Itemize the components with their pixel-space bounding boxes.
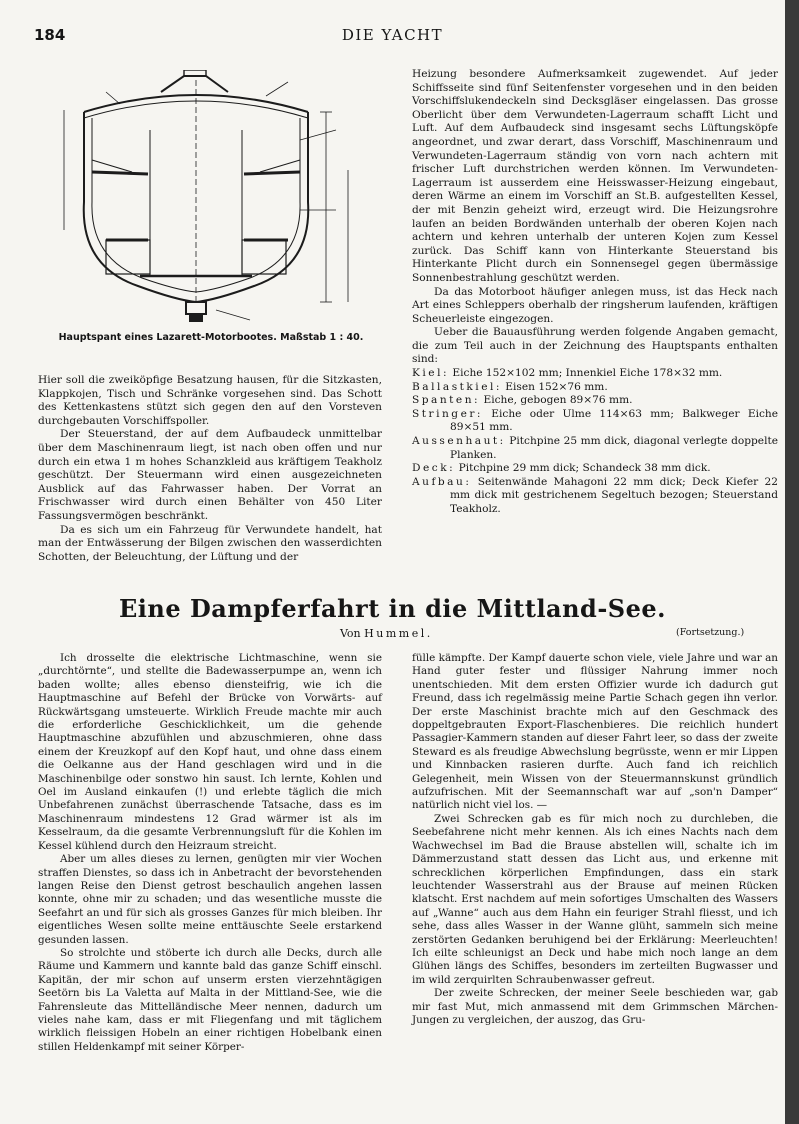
paragraph: Da es sich um ein Fahrzeug für Verwundete handelt, hat man der Entwässerung der Bilgen zwischen den wasserdichten Schotten, der Beleuchtung, der Lüftung und der: [38, 523, 382, 563]
figure-caption: Hauptspant eines Lazarett-Motorbootes. Maßstab 1 : 40.: [58, 332, 364, 343]
spec-value: Seitenwände Mahagoni 22 mm dick; Deck Kiefer 22 mm dick mit gestrichenem Segeltuch bezogen; Steuerstand Teakholz.: [450, 475, 778, 515]
byline: [340, 627, 433, 640]
article1-right-column: [412, 68, 778, 517]
spec-key: Stringer:: [412, 407, 483, 420]
author-name: Hummel.: [364, 627, 433, 640]
spec-item: [412, 408, 778, 435]
paragraph: Heizung besondere Aufmerksamkeit zugewendet. Auf jeder Schiffsseite sind fünf Seitenfenster vorgesehen und in den beiden Vorschiffslukendeckeln sind Decksgläser eingelassen. Das grosse Oberlicht über dem Verwundeten-Lagerraum schafft Licht und Luft. Auf dem Aufbaudeck sind insgesamt sechs Lüftungsköpfe angeordnet, und zwar derart, dass Vorschiff, Maschinenraum und Verwundeten-Lagerraum ständig von vorn nach achtern mit frischer Luft durchstrichen werden können. Im Verwundeten-Lagerraum ist ausserdem eine Heisswasser-Heizung eingebaut, deren Wärme an einem im Vorschiff an St.B. aufgestellten Kessel, der mit Benzin geheizt wird, erzeugt wird. Die Heizungsrohre laufen an beiden Bordwänden unterhalb der oberen Kojen nach achtern und kehren unterhalb der unteren Kojen zum Kessel zurück. Das Schiff kann von Hinterkante Steuerstand bis Hinterkante Plicht durch ein Sonnensegel gegen übermässige Sonnenbestrahlung geschützt werden.: [412, 68, 778, 284]
spec-key: Ballastkiel:: [412, 380, 502, 393]
spec-value: Pitchpine 29 mm dick; Schandeck 38 mm dick.: [458, 462, 711, 475]
spec-value: Eiche oder Ulme 114×63 mm; Balkweger Eiche 89×51 mm.: [450, 407, 778, 434]
article1-left-column: [38, 374, 382, 564]
spec-value: Eisen 152×76 mm.: [505, 380, 608, 393]
journal-title: DIE YACHT: [341, 26, 444, 44]
hull-section-figure: [36, 70, 386, 350]
midship-section-drawing: [36, 70, 386, 322]
page-binding-edge: [785, 0, 799, 1124]
paragraph: Ich drosselte die elektrische Lichtmaschine, wenn sie „durchtörnte“, und stellte die Badewasserpumpe an, wenn ich baden wollte; alles ebenso diensteifrig, wie ich die Hauptmaschine auf Befehl der Brücke von Vorwärts- auf Rückwärtsgang umsteuerte. Wirklich Freude machte mir auch die erforderliche Geschicklichkeit, um die gehende Hauptmaschine abzufühlen und abzuschmieren, ohne dass einem der Kreuzkopf auf den Kopf haut, und ohne dass einem die Oelkanne aus der Hand geschlagen wird und in die Maschinenbilge oder sonstwo hin saust. Ich lernte, Kohlen und Oel im Ausland einkaufen (!) und erlebte täglich die mich Unbefahrenen zunächst überraschende Tatsache, dass es im Maschinenraum mindestens 12 Grad wärmer ist als im Kesselraum, da die gesamte Verbrennungsluft für die Kohlen im Kessel kühlend durch den Heizraum streicht.: [38, 652, 382, 852]
spec-key: Aufbau:: [412, 475, 472, 488]
spec-item: [412, 367, 778, 381]
paragraph: Da das Motorboot häufiger anlegen muss, ist das Heck nach Art eines Schleppers oberhalb der ringsherum laufenden, kräftigen Scheuerleiste eingezogen.: [412, 285, 778, 325]
spec-item: [412, 435, 778, 462]
paragraph: Der zweite Schrecken, der meiner Seele beschieden war, gab mir fast Mut, mich anmassend mit dem Grimmschen Märchen-Jungen zu vergleichen, der auszog, das Gru-: [412, 987, 778, 1026]
paragraph: Hier soll die zweiköpfige Besatzung hausen, für die Sitzkasten, Klappkojen, Tisch und Schränke vorgesehen sind. Das Schott des Kettenkastens stützt sich gegen den auf den Vorsteven durchgebauten Vorschiffspoller.: [38, 374, 382, 427]
spec-value: Pitchpine 25 mm dick, diagonal verlegte doppelte Planken.: [450, 435, 778, 461]
running-header: [0, 26, 785, 46]
spec-key: Spanten:: [412, 394, 481, 407]
spec-key: Deck:: [412, 462, 456, 475]
page-number: 184: [34, 26, 66, 44]
paragraph: Zwei Schrecken gab es für mich noch zu durchleben, die Seebefahrene nicht mehr kennen. Als ich eines Nachts nach dem Wachwechsel im Bad die Brause abstellen will, schalte ich im Dämmerzustand statt dessen das Licht aus, und erkenne mit schrecklichen körperlichen Empfindungen, dass ein stark leuchtender Wasserstrahl aus der Brause auf meinen Rücken klatscht. Erst nachdem auf mein sofortiges Umschalten des Wassers auf „Wanne“ auch aus dem Hahn ein feuriger Strahl fliesst, und ich sehe, dass alles Wasser in der Wanne glüht, sammeln sich meine zerstörten Gedanken beruhigend bei der Erklärung: Meerleuchten! Ich eilte schleunigst an Deck und habe mich noch lange an dem Glühen längs des Schiffes, besonders im zerteilten Bugwasser und im wild zerquirlten Schraubenwasser gefreut.: [412, 812, 778, 986]
spec-item: [412, 394, 778, 408]
spec-value: Eiche 152×102 mm; Innenkiel Eiche 178×32 mm.: [452, 367, 723, 380]
paragraph: So strolchte und stöberte ich durch alle Decks, durch alle Räume und Kammern und kannte bald das ganze Schiff einschl. Kapitän, der mir schon auf unserm ersten vierzehntägigen Seetörn bis La Valetta auf Malta in der Mittland-See, wie die Fahrensleute das Mittelländische Meer nennen, dadurch um vieles nahe kam, dass er mit Fliegenfang und mit täglichem wirklich fleissigen Hobeln an einer richtigen Hobelbank einen stillen Heldenkampf mit seiner Körper-: [38, 946, 382, 1053]
article2-left-column: [38, 652, 382, 1054]
continuation-note: (Fortsetzung.): [676, 627, 745, 638]
article2-right-column: [412, 652, 778, 1027]
spec-item: [412, 476, 778, 517]
paragraph: fülle kämpfte. Der Kampf dauerte schon viele, viele Jahre und war an Hand guter fester und flüssiger Nahrung immer noch unentschieden. Mit dem ersten Offizier wurde ich dadurch gut Freund, dass ich regelmässig meine Partie Schach gegen ihn verlor. Der erste Maschinist brachte mich auf den Geschmack des doppeltgebrauten Export-Flaschenbieres. Die reichlich hundert Passagier-Kammern standen auf dieser Fahrt leer, so dass der zweite Steward es als freudige Abwechslung begrüsste, wenn er mir Lippen und Kinnbacken rasieren durfte. Auch fand ich reichlich Gelegenheit, mein Wissen von der Steuermannskunst gründlich aufzufrischen. Mit der Seemannschaft war auf „son'n Damper“ natürlich nicht viel los. —: [412, 652, 778, 812]
spec-key: Kiel:: [412, 367, 450, 380]
spec-item: [412, 462, 778, 476]
paragraph: Ueber die Bauausführung werden folgende Angaben gemacht, die zum Teil auch in der Zeichnung des Hauptspants enthalten sind:: [412, 326, 778, 366]
paragraph: Der Steuerstand, der auf dem Aufbaudeck unmittelbar über dem Maschinenraum liegt, ist nach oben offen und nur durch ein etwa 1 m hohes Schanzkleid aus kräftigem Teakholz geschützt. Der Steuermann wird einen ausgezeichneten Ausblick auf das Fahrwasser haben. Der Vorrat an Frischwasser wird durch einen Behälter von 450 Liter Fassungsvermögen beschränkt.: [38, 428, 382, 522]
article-title: Eine Dampferfahrt in die Mittland-See.: [118, 594, 667, 623]
paragraph: Aber um alles dieses zu lernen, genügten mir vier Wochen straffen Dienstes, so dass ich in Anbetracht der bevorstehenden langen Reise den Dienst getrost beschaulich angehen lassen konnte, ohne mir zu schaden; und das wesentliche musste die Seefahrt an und für sich als grosses Ganzes für mich bleiben. Ihr eigentliches Wesen sollte meine enttäuschte Seele erstarkend gesunden lassen.: [38, 853, 382, 946]
spec-value: Eiche, gebogen 89×76 mm.: [483, 394, 633, 407]
byline-prefix: Von: [340, 627, 361, 640]
spec-item: [412, 381, 778, 395]
spec-key: Aussenhaut:: [412, 435, 506, 448]
